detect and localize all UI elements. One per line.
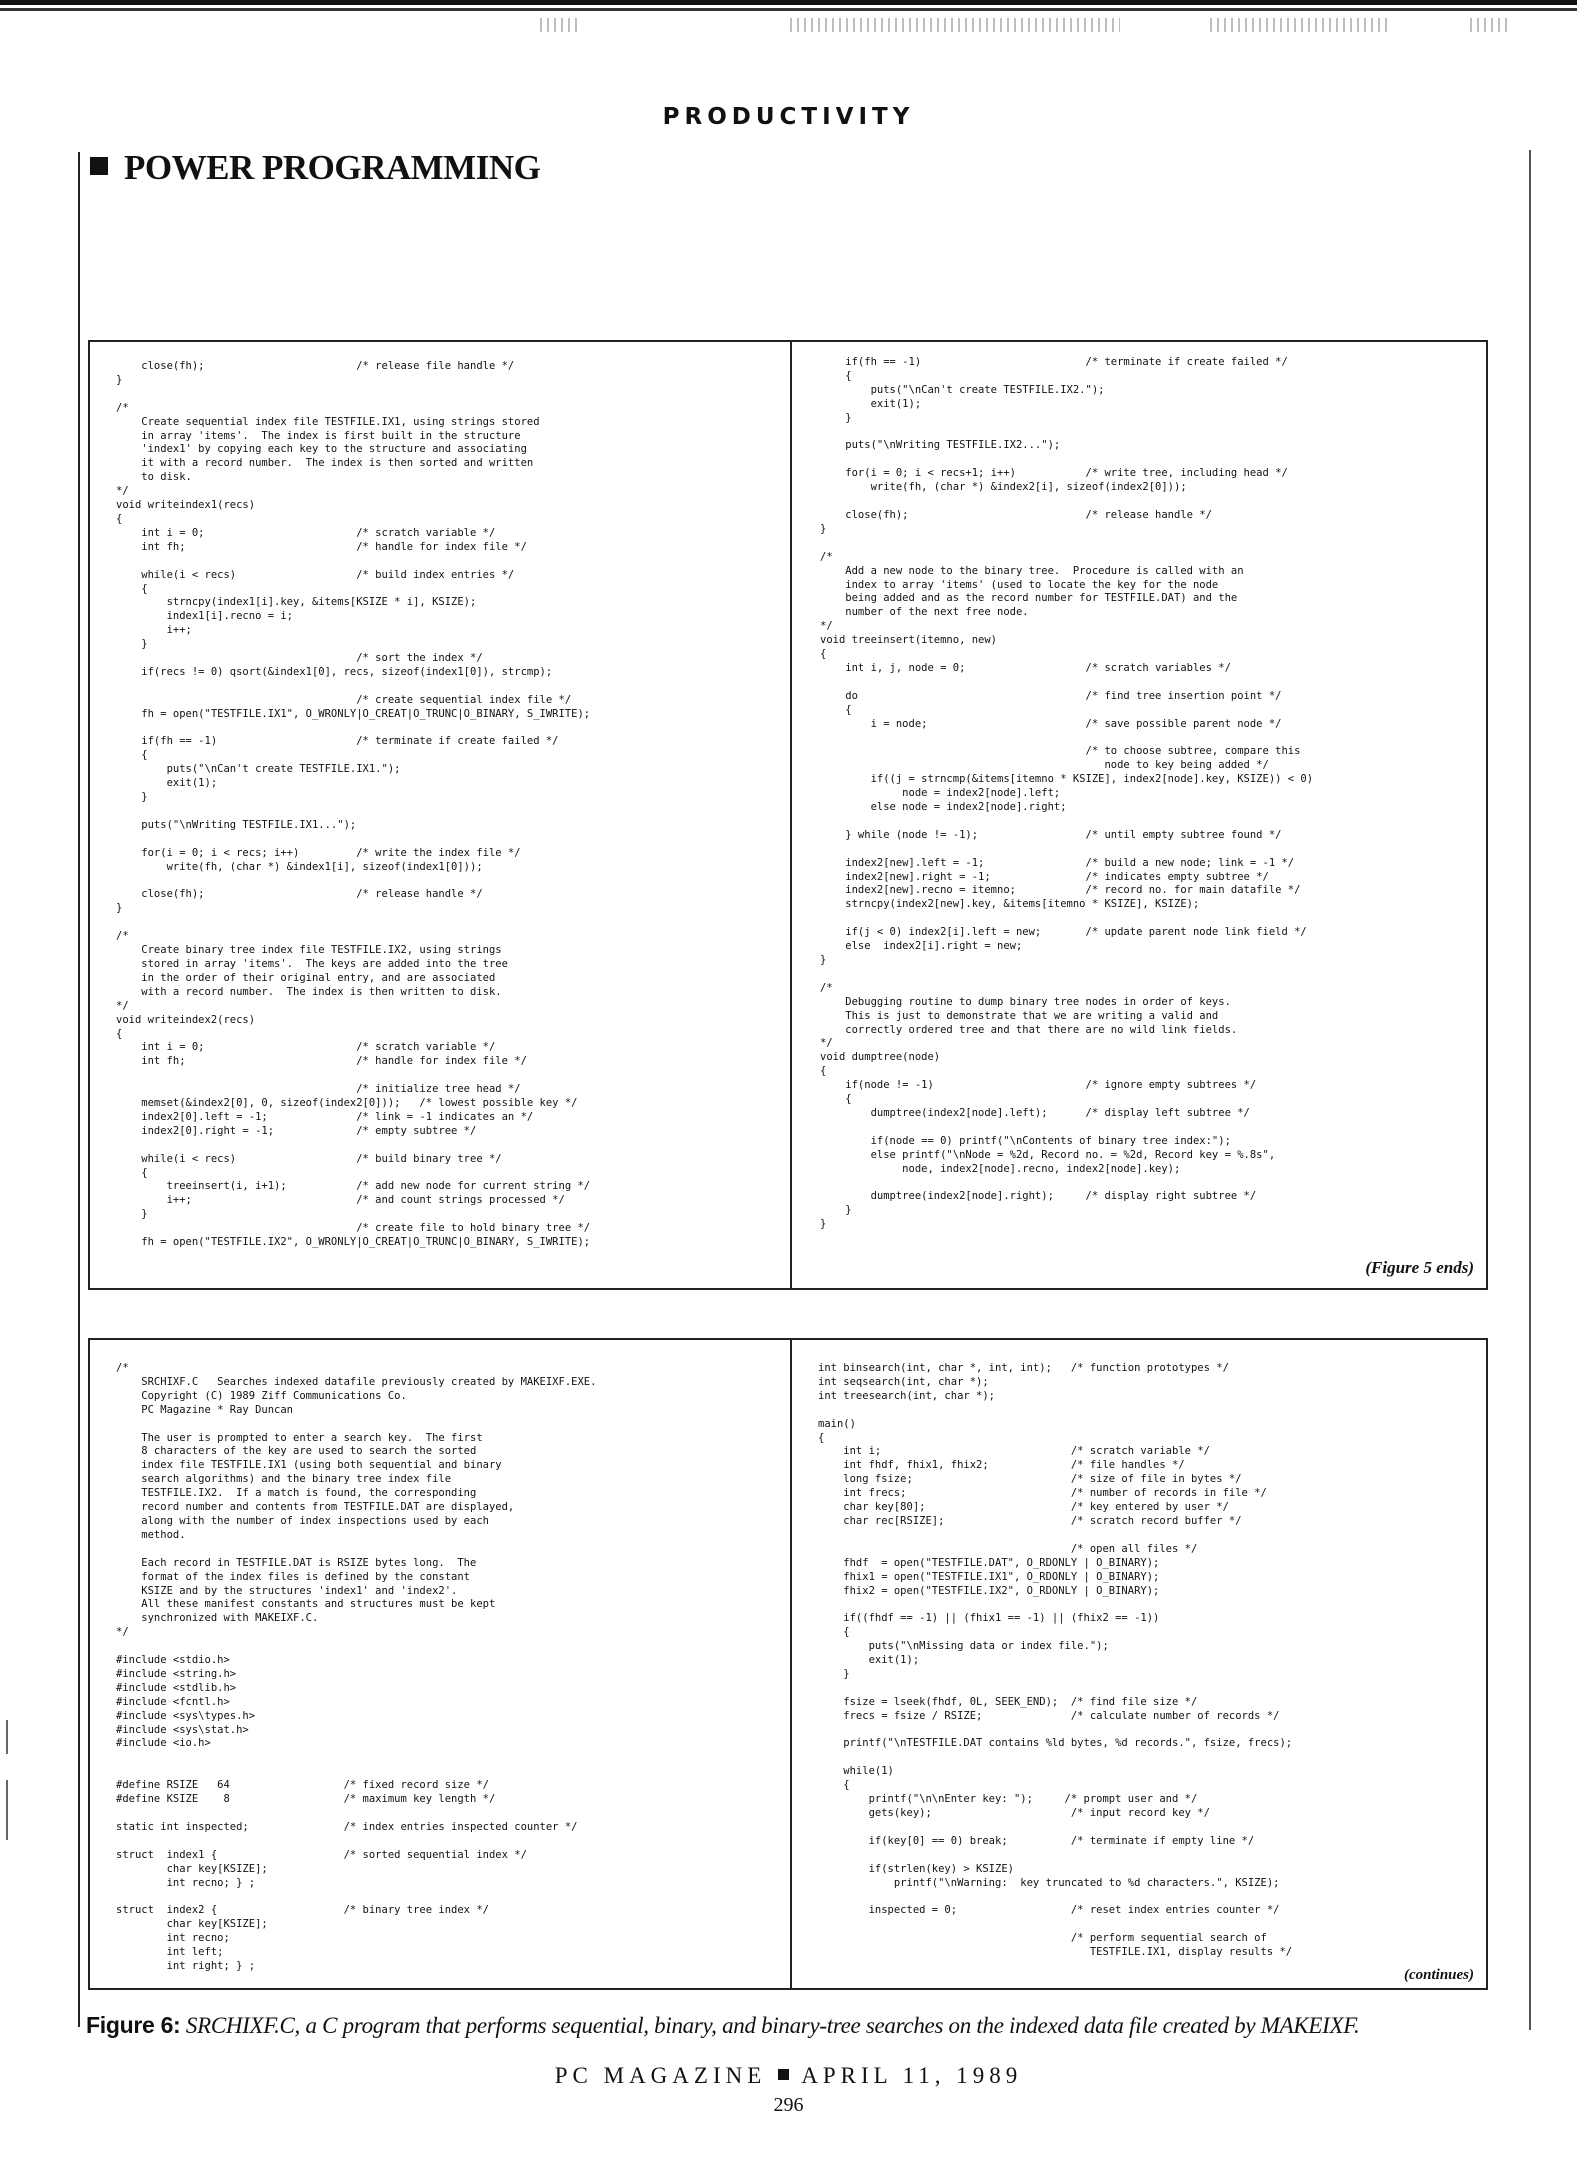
column-heading-text: POWER PROGRAMMING bbox=[124, 148, 541, 187]
figure-6-right-code: int binsearch(int, char *, int, int); /* function prototypes */ int seqsearch(int, char *); int treesearch(int, char *); main() { int i; /* scratch variable */ int fhdf, fhix1, fhix2; /* file handles */ long fsize; /* size of file in bytes */ int frecs; /* number of records in file */ char key[80]; /* key entered by user */ char rec[RSIZE]; /* scratch record buffer */ /* open all files */ fhdf = open("TESTFILE.DAT", O_RDONLY | O_BINARY); fhix1 = open("TESTFILE.IX1", O_RDONLY | O_BINARY); fhix2 = open("TESTFILE.IX2", O_RDONLY | O_BINARY); if((fhdf == -1) || (fhix1 == -1) || (fhix2 == -1)) { puts("\nMissing data or index file."); exit(1); } fsize = lseek(fhdf, 0L, SEEK_END); /* find file size */ frecs = fsize / RSIZE; /* calculate number of records */ printf("\nTESTFILE.DAT contains %ld bytes, %d records.", fsize, frecs); while(1) { printf("\n\nEnter key: "); /* prompt user and */ gets(key); /* input record key */ if(key[0] == 0) break; /* terminate if empty line */ if(strlen(key) > KSIZE) printf("\nWarning: key truncated to %d characters.", KSIZE); inspected = 0; /* reset index entries counter */ /* perform sequential search of TESTFILE.IX1, display results */ bbox=[818, 1362, 1293, 1959]
figure-5-left-code: close(fh); /* release file handle */ } /* Create sequential index file TESTFILE.IX1, using strings stored in array 'items'. The index is first built in the structure 'index1' by copying each key to the structure and associating it with a record number. The index is then sorted and written to disk. */ void writeindex1(recs) { int i = 0; /* scratch variable */ int fh; /* handle for index file */ while(i < recs) /* build index entries */ { strncpy(index1[i].key, &items[KSIZE * i], KSIZE); index1[i].recno = i; i++; } /* sort the index */ if(recs != 0) qsort(&index1[0], recs, sizeof(index1[0]), strcmp); /* create sequential index file */ fh = open("TESTFILE.IX1", O_WRONLY|O_CREAT|O_TRUNC|O_BINARY, S_IWRITE); if(fh == -1) /* terminate if create failed */ { puts("\nCan't create TESTFILE.IX1."); exit(1); } puts("\nWriting TESTFILE.IX1..."); for(i = 0; i < recs; i++) /* write the index file */ write(fh, (char *) &index1[i], sizeof(index1[0])); close(fh); /* release handle */ } /* Create binary tree index file TESTFILE.IX2, using strings stored in array 'items'. The keys are added into the tree in the order of their original entry, and are associated with a record number. The index is then written to disk. */ void writeindex2(recs) { int i = 0; /* scratch variable */ int fh; /* handle for index file */ /* initialize tree head */ memset(&index2[0], 0, sizeof(index2[0])); /* lowest possible key */ index2[0].left = -1; /* link = -1 indicates an */ index2[0].right = -1; /* empty subtree */ while(i < recs) /* build binary tree */ { treeinsert(i, i+1); /* add new node for current string */ i++; /* and count strings processed */ } /* create file to hold binary tree */ fh = open("TESTFILE.IX2", O_WRONLY|O_CREAT|O_TRUNC|O_BINARY, S_IWRITE); bbox=[116, 360, 591, 1249]
top-border-rule bbox=[0, 0, 1577, 14]
figure-6-left-code: /* SRCHIXF.C Searches indexed datafile previously created by MAKEIXF.EXE. Copyright (C) 1989 Ziff Communications Co. PC Magazine * Ray Duncan The user is prompted to enter a search key. The first 8 characters of the key are used to search the sorted index file TESTFILE.IX1 (using both sequential and binary search algorithms) and the binary tree index file TESTFILE.IX2. If a match is found, the corresponding record number and contents from TESTFILE.DAT are displayed, along with the number of index inspections used by each method. Each record in TESTFILE.DAT is RSIZE bytes long. The format of the index files is defined by the constant KSIZE and by the structures 'index1' and 'index2'. All these manifest constants and structures must be kept synchronized with MAKEIXF.C. */ #include <stdio.h> #include <string.h> #include <stdlib.h> #include <fcntl.h> #include <sys\types.h> #include <sys\stat.h> #include <io.h> #define RSIZE 64 /* fixed record size */ #define KSIZE 8 /* maximum key length */ static int inspected; /* index entries inspected counter */ struct index1 { /* sorted sequential index */ char key[KSIZE]; int recno; } ; struct index2 { /* binary tree index */ char key[KSIZE]; int recno; int left; int right; } ; bbox=[116, 1362, 597, 1972]
left-column-rule bbox=[78, 152, 80, 2027]
page-footer bbox=[0, 2063, 1577, 2089]
figure-6-caption bbox=[86, 2012, 1359, 2039]
scan-speckle bbox=[1210, 18, 1390, 32]
page-number: 296 bbox=[773, 2094, 804, 2116]
scan-margin-mark bbox=[6, 1720, 8, 1754]
footer-magazine: PC MAGAZINE bbox=[554, 2063, 767, 2088]
figure-6-continues-note: (continues) bbox=[1403, 1967, 1474, 1983]
figure-5-right-code: if(fh == -1) /* terminate if create failed */ { puts("\nCan't create TESTFILE.IX2."); exit(1); } puts("\nWriting TESTFILE.IX2..."); for(i = 0; i < recs+1; i++) /* write tree, including head */ write(fh, (char *) &index2[i], sizeof(index2[0])); close(fh); /* release handle */ } /* Add a new node to the binary tree. Procedure is called with an index to array 'items' (used to locate the key for the node being added and as the record number for TESTFILE.DAT) and the number of the next free node. */ void treeinsert(itemno, new) { int i, j, node = 0; /* scratch variables */ do /* find tree insertion point */ { i = node; /* save possible parent node */ /* to choose subtree, compare this node to key being added */ if((j = strncmp(&items[itemno * KSIZE], index2[node].key, KSIZE)) < 0) node = index2[node].left; else node = index2[node].right; } while (node != -1); /* until empty subtree found */ index2[new].left = -1; /* build a new node; link = -1 */ index2[new].right = -1; /* indicates empty subtree */ index2[new].recno = itemno; /* record no. for main datafile */ strncpy(index2[new].key, &items[itemno * KSIZE], KSIZE); if(j < 0) index2[i].left = new; /* update parent node link field */ else index2[i].right = new; } /* Debugging routine to dump binary tree nodes in order of keys. This is just to demonstrate that we are writing a valid and correctly ordered tree and that there are no wild link fields. */ void dumptree(node) { if(node != -1) /* ignore empty subtrees */ { dumptree(index2[node].left); /* display left subtree */ if(node == 0) printf("\nContents of binary tree index:"); else printf("\nNode = %2d, Record no. = %2d, Record key = %.8s", node, index2[node].recno, index2[node].key); dumptree(index2[node].right); /* display right subtree */ } } bbox=[820, 356, 1314, 1231]
footer-date: APRIL 11, 1989 bbox=[801, 2063, 1023, 2088]
scan-margin-mark bbox=[6, 1780, 8, 1840]
figure-5-left-column bbox=[90, 342, 792, 1288]
footer-square-icon bbox=[778, 2069, 789, 2080]
section-label: PRODUCTIVITY bbox=[662, 104, 915, 130]
figure-5-end-note: (Figure 5 ends) bbox=[1365, 1258, 1474, 1277]
figure-5-right-column bbox=[792, 342, 1486, 1288]
square-bullet-icon bbox=[90, 157, 108, 175]
caption-label: Figure 6: bbox=[86, 2012, 181, 2038]
caption-text: SRCHIXF.C, a C program that performs sequential, binary, and binary-tree searches on the indexed data file created by MAKEIXF. bbox=[180, 2013, 1360, 2038]
scan-speckle bbox=[540, 18, 580, 32]
scan-speckle bbox=[1470, 18, 1510, 32]
scan-speckle bbox=[790, 18, 1120, 32]
right-column-rule bbox=[1529, 150, 1531, 2030]
figure-6-left-column bbox=[90, 1340, 792, 1988]
column-heading bbox=[90, 148, 540, 188]
figure-6-right-column bbox=[792, 1340, 1486, 1988]
figure-6-listing-panel bbox=[88, 1338, 1488, 1990]
figure-5-listing-panel bbox=[88, 340, 1488, 1290]
